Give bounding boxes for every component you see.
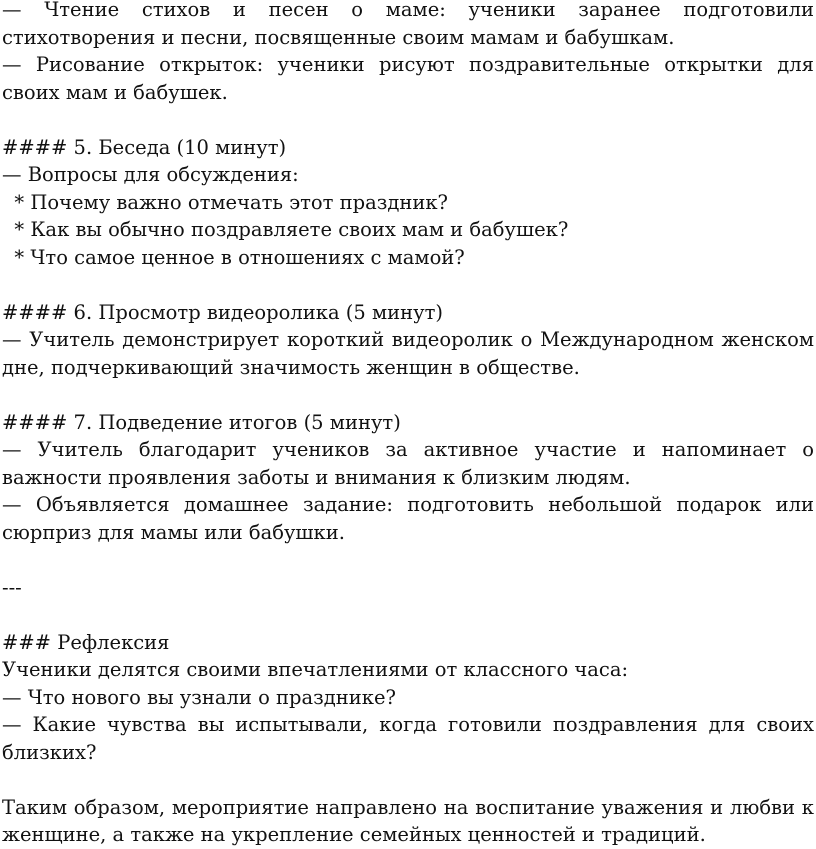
section-5-question-1: * Почему важно отмечать этот праздник?: [2, 190, 449, 214]
reflection-question-1: — Что нового вы узнали о празднике?: [2, 685, 396, 709]
section-5-intro: — Вопросы для обсуждения:: [2, 163, 299, 186]
section-7-heading: #### 7. Подведение итогов (5 минут): [2, 410, 401, 434]
reflection-question-2-line-2: близких?: [2, 740, 97, 764]
blank-line: [2, 546, 814, 574]
reading-activity-line-2: стихотворения и песни, посвященные своим мамам и бабушкам.: [2, 25, 675, 49]
section-5-question-2: * Как вы обычно поздравляете своих мам и бабушек?: [2, 218, 569, 241]
blank-line: [2, 601, 814, 629]
reading-activity-line-1: — Чтение стихов и песен о маме: ученики заранее подготовили: [2, 0, 814, 21]
section-6-heading: #### 6. Просмотр видеоролика (5 минут): [2, 300, 444, 324]
section-7-homework-line-2: сюрприз для мамы или бабушки.: [2, 520, 345, 544]
section-7-homework-line-1: — Объявляется домашнее задание: подготовить небольшой подарок или: [2, 493, 814, 516]
conclusion-line-1: Таким образом, мероприятие направлено на воспитание уважения и любви к: [2, 795, 814, 819]
reflection-heading: ### Рефлексия: [2, 630, 170, 654]
blank-line: [2, 766, 814, 794]
conclusion-line-2: женщине, а также на укрепление семейных ценностей и традиций.: [2, 823, 706, 846]
blank-line: [2, 271, 814, 299]
section-6-line-1: — Учитель демонстрирует короткий видеоролик о Международном женском: [2, 328, 814, 351]
reflection-question-2-line-1: — Какие чувства вы испытывали, когда готовили поздравления для своих: [2, 713, 814, 736]
drawing-activity-line-2: своих мам и бабушек.: [2, 80, 228, 104]
separator: ---: [2, 575, 22, 599]
section-7-thanks-line-2: важности проявления заботы и внимания к близким людям.: [2, 465, 631, 489]
blank-line: [2, 381, 814, 409]
section-5-heading: #### 5. Беседа (10 минут): [2, 135, 287, 159]
drawing-activity-line-1: — Рисование открыток: ученики рисуют поздравительные открытки для: [2, 53, 814, 76]
section-6-line-2: дне, подчеркивающий значимость женщин в обществе.: [2, 355, 580, 379]
reflection-intro: Ученики делятся своими впечатлениями от классного часа:: [2, 658, 629, 681]
section-5-question-3: * Что самое ценное в отношениях с мамой?: [2, 245, 465, 269]
section-7-thanks-line-1: — Учитель благодарит учеников за активное участие и напоминает о: [2, 438, 814, 461]
blank-line: [2, 106, 814, 134]
